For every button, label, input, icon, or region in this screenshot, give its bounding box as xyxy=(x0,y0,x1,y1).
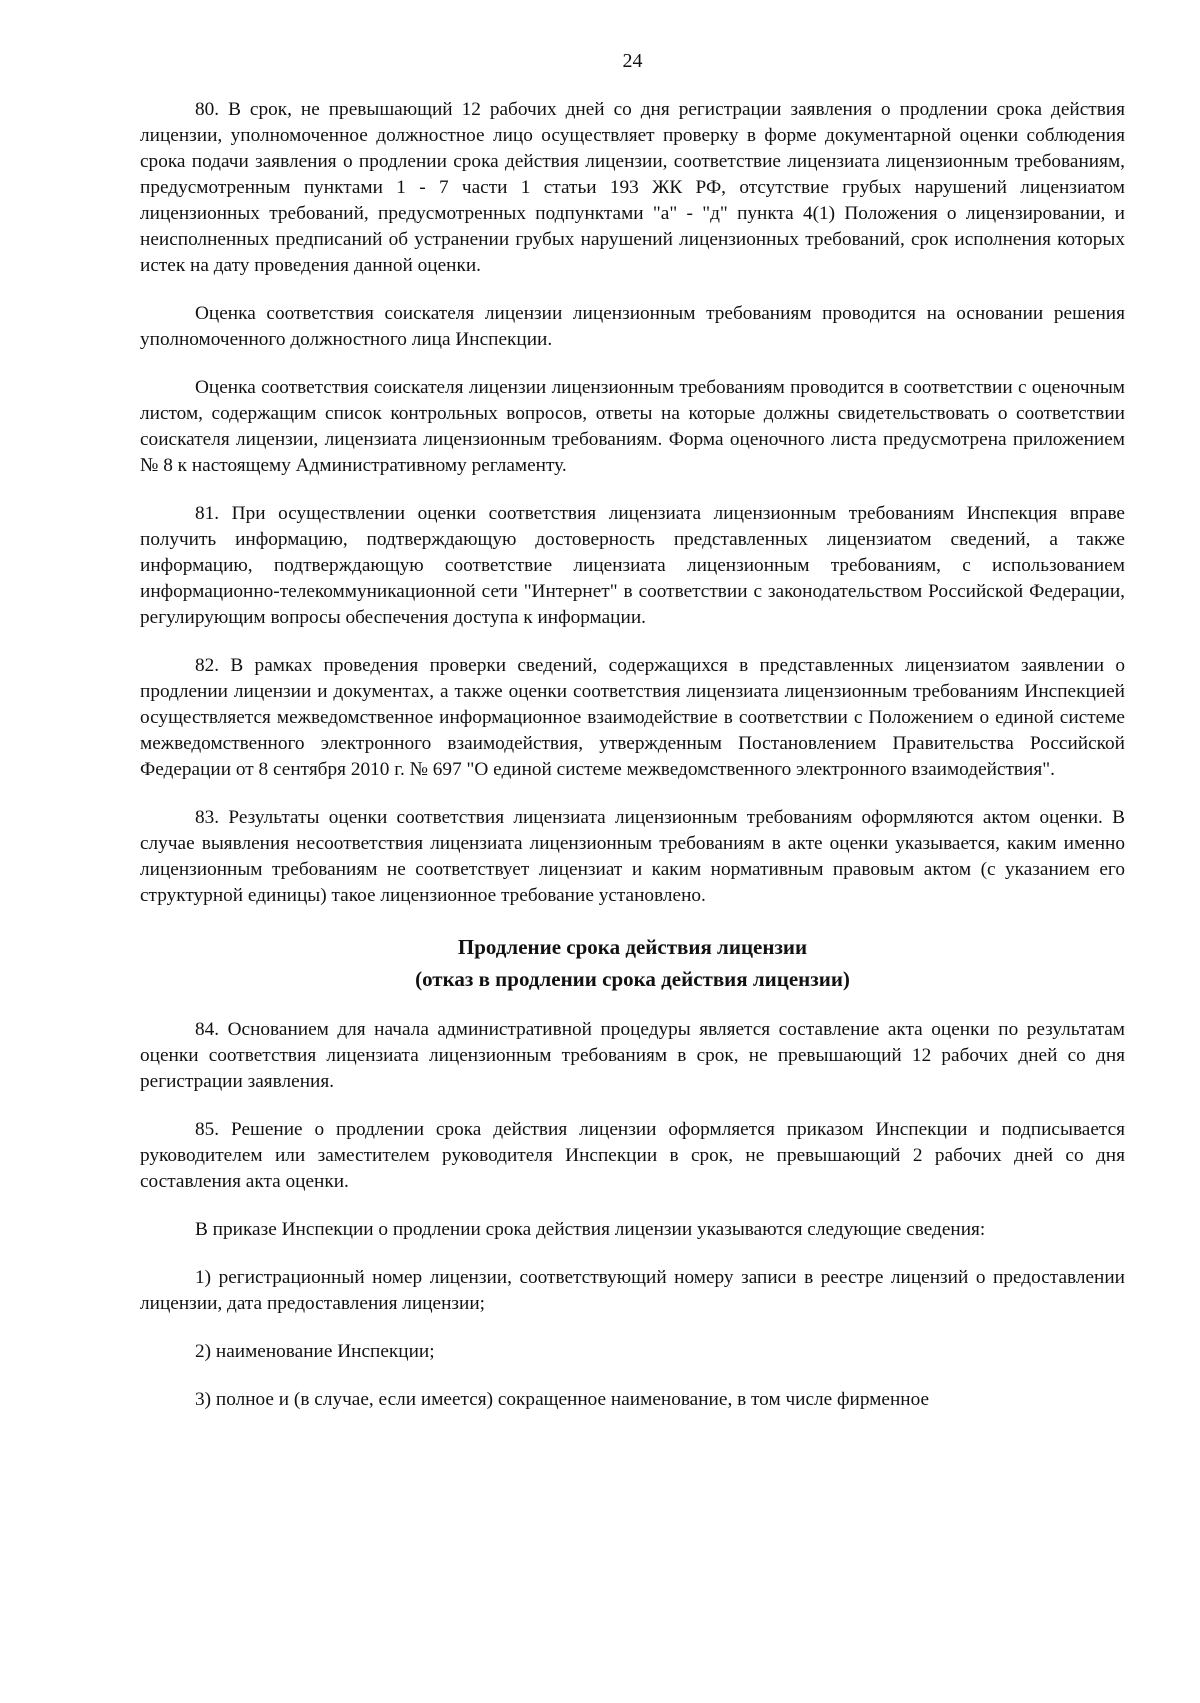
paragraph-84: 84. Основанием для начала административной процедуры является составление акта оценки по результатам оценки соответствия лицензиата лицензионным требованиям в срок, не превышающий 12 рабочих дней со дня регистрации заявления. xyxy=(140,1019,1125,1092)
paragraph-81: 81. При осуществлении оценки соответствия лицензиата лицензионным требованиям Инспекция вправе получить информацию, подтверждающую достоверность представленных лицензиатом сведений, а также информацию, подтверждающую соответствие лицензиата лицензионным требованиям, с использованием информационно-телекоммуникационной сети "Интернет" в соответствии с законодательством Российской Федерации, регулирующим вопросы обеспечения доступа к информации. xyxy=(140,503,1125,628)
document-page xyxy=(140,40,1125,1435)
section-heading-line-2: (отказ в продлении срока действия лицензии) xyxy=(415,967,850,991)
paragraph-assessment-sheet: Оценка соответствия соискателя лицензии лицензионным требованиям проводится в соответствии с оценочным листом, содержащим список контрольных вопросов, ответы на которые должны свидетельствовать о соответствии соискателя лицензии, лицензиата лицензионным требованиям. Форма оценочного листа предусмотрена приложением № 8 к настоящему Административному регламенту. xyxy=(140,377,1125,476)
paragraph-82: 82. В рамках проведения проверки сведений, содержащихся в представленных лицензиатом заявлении о продлении лицензии и документах, а также оценки соответствия лицензиата лицензионным требованиям Инспекцией осуществляется межведомственное информационное взаимодействие в соответствии с Положением о единой системе межведомственного электронного взаимодействия, утвержденным Постановлением Правительства Российской Федерации от 8 сентября 2010 г. № 697 "О единой системе межведомственного электронного взаимодействия". xyxy=(140,655,1125,780)
section-heading-line-1: Продление срока действия лицензии xyxy=(457,935,808,959)
paragraph-83: 83. Результаты оценки соответствия лицензиата лицензионным требованиям оформляются актом оценки. В случае выявления несоответствия лицензиата лицензионным требованиям в акте оценки указывается, каким именно лицензионным требованиям не соответствует лицензиат и каким нормативным правовым актом (с указанием его структурной единицы) такое лицензионное требование установлено. xyxy=(140,807,1125,906)
list-item-1: 1) регистрационный номер лицензии, соответствующий номеру записи в реестре лицензий о предоставлении лицензии, дата предоставления лицензии; xyxy=(140,1267,1125,1314)
paragraph-85: 85. Решение о продлении срока действия лицензии оформляется приказом Инспекции и подписывается руководителем или заместителем руководителя Инспекции в срок, не превышающий 2 рабочих дней со дня составления акта оценки. xyxy=(140,1119,1125,1192)
list-item-3: 3) полное и (в случае, если имеется) сокращенное наименование, в том числе фирменное xyxy=(195,1389,930,1410)
page-number: 24 xyxy=(622,50,643,72)
paragraph-order-contents: В приказе Инспекции о продлении срока действия лицензии указываются следующие сведения: xyxy=(195,1219,986,1240)
section-heading xyxy=(140,931,1125,995)
paragraph-80: 80. В срок, не превышающий 12 рабочих дней со дня регистрации заявления о продлении срока действия лицензии, уполномоченное должностное лицо осуществляет проверку в форме документарной оценки соблюдения срока подачи заявления о продлении срока действия лицензии, соответствие лицензиата лицензионным требованиям, предусмотренным пунктами 1 - 7 части 1 статьи 193 ЖК РФ, отсутствие грубых нарушений лицензиатом лицензионных требований, предусмотренных подпунктами "а" - "д" пункта 4(1) Положения о лицензировании, и неисполненных предписаний об устранении грубых нарушений лицензионных требований, срок исполнения которых истек на дату проведения данной оценки. xyxy=(140,99,1125,276)
paragraph-assessment-basis: Оценка соответствия соискателя лицензии лицензионным требованиям проводится на основании решения уполномоченного должностного лица Инспекции. xyxy=(140,303,1125,350)
list-item-2: 2) наименование Инспекции; xyxy=(195,1341,435,1362)
